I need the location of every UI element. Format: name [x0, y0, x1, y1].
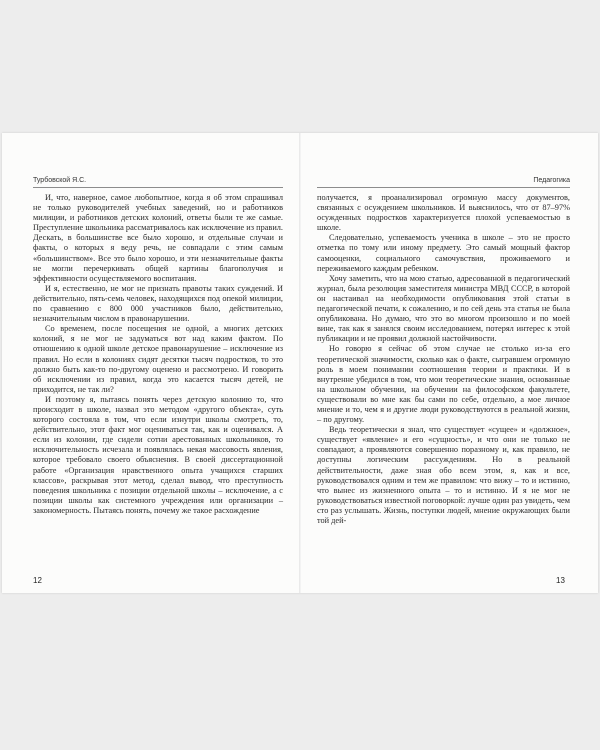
paragraph: И поэтому я, пытаясь понять через детскую колонию то, что происходит в школе, назвал это методом «другого объекта», суть которого состояла в том, что если изнутри школы смотреть, то, действительно, этот факт мог оцениваться так, как и оценивался. А если из колонии, где сидели сотни арестованных школьников, то исключительность исчезала и появлялась некая массовость явления, которое требовало своего объяснения. В своей диссертационной работе «Организация нравственного опыта учащихся старших классов», раскрывая этот метод, сделал вывод, что преступность поведения школьника с позиции отдельной школы – исключение, а с позиции школы как системного учреждения или организации – закономерность. Пытаясь понять, почему же такое расхождение [33, 394, 283, 515]
paragraph: Ведь теоретически я знал, что существует «сущее» и «должное», существует «явление» и его «сущность», и что они не только не совпадают, а проявляются совершенно поразному и, как правило, не доступны логическим рассуждениям. Но в реальной действительности, даже зная обо всем этом, я, как и все, руководствовался одним и тем же правилом: что вижу – то и истинно, что вынес из жизненного опыта – то и истинно. И я не мог не руководствоваться известной поговоркой: лучше один раз увидеть, чем сто раз услышать. Жизнь, поступки людей, мнение окружающих были той дей- [317, 425, 570, 525]
page-number: 13 [556, 576, 565, 585]
paragraph: Следовательно, успеваемость ученика в школе – это не просто отметка по тому или иному предмету. Это самый мощный фактор самооценки, социального самочувствия, проживаемого и переживаемого каждым ребенком. [317, 233, 570, 273]
header-rule [317, 187, 570, 188]
left-page [2, 133, 299, 593]
running-header-section: Педагогика [533, 177, 570, 184]
page-body-text [317, 193, 570, 526]
running-header-author: Турбовской Я.С. [33, 177, 87, 184]
paragraph: Со временем, после посещения не одной, а многих детских колоний, я не мог не задуматься вот над каким фактом. По отношению к одной школе детское правонарушение – исключение из правил. Но если в колониях сидят десятки тысяч подростков, то это должно быть как-то по-другому оценено и рассмотрено. И говорить об исключении из правил, когда это касается тысяч детей, не приходится, не так ли? [33, 324, 283, 394]
paragraph: И я, естественно, не мог не признать правоты таких суждений. И действительно, пять-семь человек, находящихся под опекой милиции, по сравнению с 800 000 участников было, действительно, незначительным числом в правонарушении. [33, 283, 283, 324]
paragraph: Хочу заметить, что на мою статью, адресованной в педагогический журнал, была резолюция заместителя министра МВД СССР, в которой он настаивал на необходимости опубликования этой статьи в педагогической печати, к сожалению, и по сей день эта статья не была опубликована. Но думаю, что это во многом произошло и по моей вине, так как я занялся своим исследованием, потерял интерес к этой публикации и не проявил должной настойчивости. [317, 273, 570, 344]
page-number: 12 [33, 576, 42, 585]
right-page [301, 133, 598, 593]
paragraph: И, что, наверное, самое любопытное, когда я об этом спрашивал не только руководителей учебных заведений, но и работников милиции, и работников детских колоний, ответы были те же самые. Преступление школьника рассматривалось как исключение из правил. Дескать, в большинстве все было хорошо, и отдельные случаи и факты, о которых я веду речь, не совпадали с этим самым «большинством». Все это было хорошо, и эти незначительные факты не могли перечеркивать общей картины благополучия и эффективности осуществляемого воспитания. [33, 193, 283, 283]
book-spread [2, 133, 598, 593]
paragraph: получается, я проанализировал огромную массу документов, связанных с осуждением школьников. И выяснилось, что от 87–97% осужденных подростков характеризуется плохой успеваемостью в школе. [317, 193, 570, 233]
page-body-text [33, 193, 283, 516]
paragraph: Но говорю я сейчас об этом случае не столько из-за его теоретической значимости, сколько как о факте, сыгравшем огромную роль в моем понимании соотношения теории и практики. И в внутренне убедился в том, что мои теоретические знания, основанные на школьном обучении, на обучении на философском факультете, существовали во мне как бы сами по себе, отдельно, а мое личное мнение и то, чем я и другие люди руководствуются в реальной жизни, – по другому. [317, 344, 570, 425]
header-rule [33, 187, 283, 188]
